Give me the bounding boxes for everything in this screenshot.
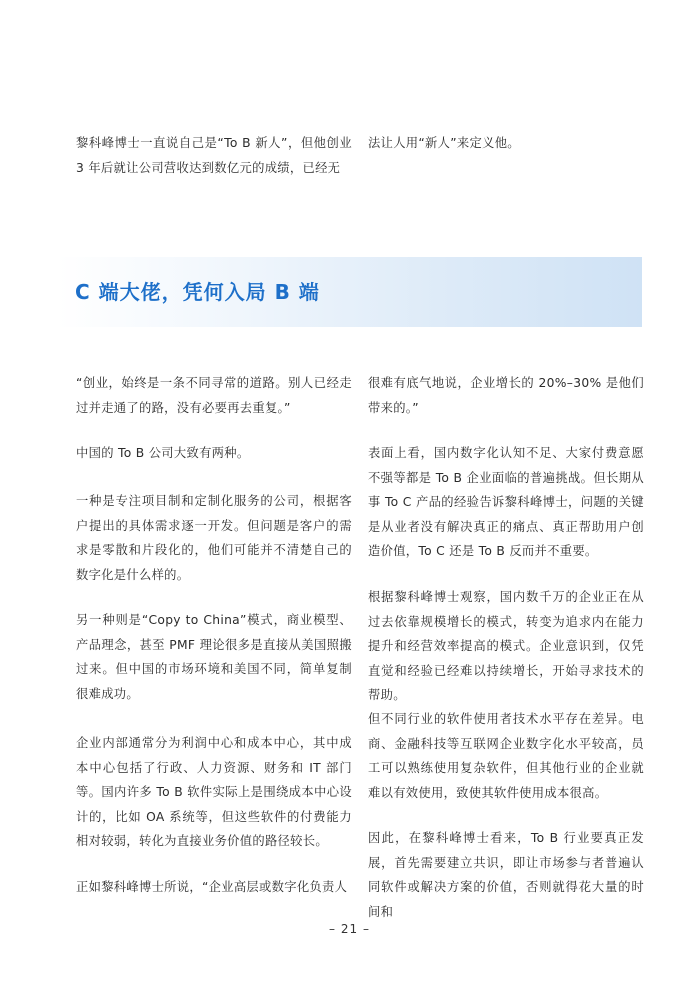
left-paragraph-project-based: 一种是专注项目制和定制化服务的公司，根据客户提出的具体需求逐一开发。但问题是客户的需求是零散和片段化的，他们可能并不清楚自己的数字化是什么样的。 (76, 494, 352, 582)
top-right-paragraph: 法让人用“新人”来定义他。 (368, 136, 520, 150)
right-paragraph-industry-differences: 但不同行业的软件使用者技术水平存在差异。电商、金融科技等互联网企业数字化水平较高，员工可以熟练使用复杂软件，但其他行业的企业就难以有效使用，致使其软件使用成本很高。 (368, 712, 644, 800)
page-number: – 21 – (329, 922, 370, 936)
left-paragraph-copy-to-china: 另一种则是“Copy to China”模式，商业模型、产品理念，甚至 PMF 理论很多是直接从美国照搬过来。但中国的市场环境和美国不同，简单复制很难成功。 (76, 613, 352, 701)
section-heading-banner (57, 257, 642, 327)
left-paragraph-quote: “创业，始终是一条不同寻常的道路。别人已经走过并走通了的路，没有必要再去重复。” (76, 376, 352, 415)
section-title: C 端大佬，凭何入局 B 端 (75, 280, 320, 304)
right-paragraph-surface-challenges: 表面上看，国内数字化认知不足、大家付费意愿不强等都是 To B 企业面临的普遍挑战。但长期从事 To C 产品的经验告诉黎科峰博士，问题的关键是从业者没有解决真正的痛点、真正帮助用户创造价值，To C 还是 To B 反而并不重要。 (368, 446, 644, 558)
left-paragraph-two-types: 中国的 To B 公司大致有两种。 (76, 446, 250, 460)
left-paragraph-as-dr-li-said: 正如黎科峰博士所说，“企业高层或数字化负责人 (76, 880, 348, 894)
top-left-paragraph: 黎科峰博士一直说自己是“To B 新人”，但他创业 3 年后就让公司营收达到数亿元的成绩，已经无 (76, 136, 352, 175)
left-paragraph-cost-center: 企业内部通常分为利润中心和成本中心，其中成本中心包括了行政、人力资源、财务和 IT 部门等。国内许多 To B 软件实际上是围绕成本中心设计的，比如 OA 系统等，但这些软件的付费能力相对较弱，转化为直接业务价值的路径较长。 (76, 736, 352, 848)
right-paragraph-growth-quote: 很难有底气地说，企业增长的 20%–30% 是他们带来的。” (368, 376, 644, 415)
right-paragraph-consensus: 因此，在黎科峰博士看来，To B 行业要真正发展，首先需要建立共识，即让市场参与者普遍认同软件或解决方案的价值，否则就得花大量的时间和 (368, 831, 644, 919)
right-paragraph-observation: 根据黎科峰博士观察，国内数千万的企业正在从过去依靠规模增长的模式，转变为追求内在能力提升和经营效率提高的模式。企业意识到，仅凭直觉和经验已经难以持续增长，开始寻求技术的帮助。 (368, 590, 644, 702)
